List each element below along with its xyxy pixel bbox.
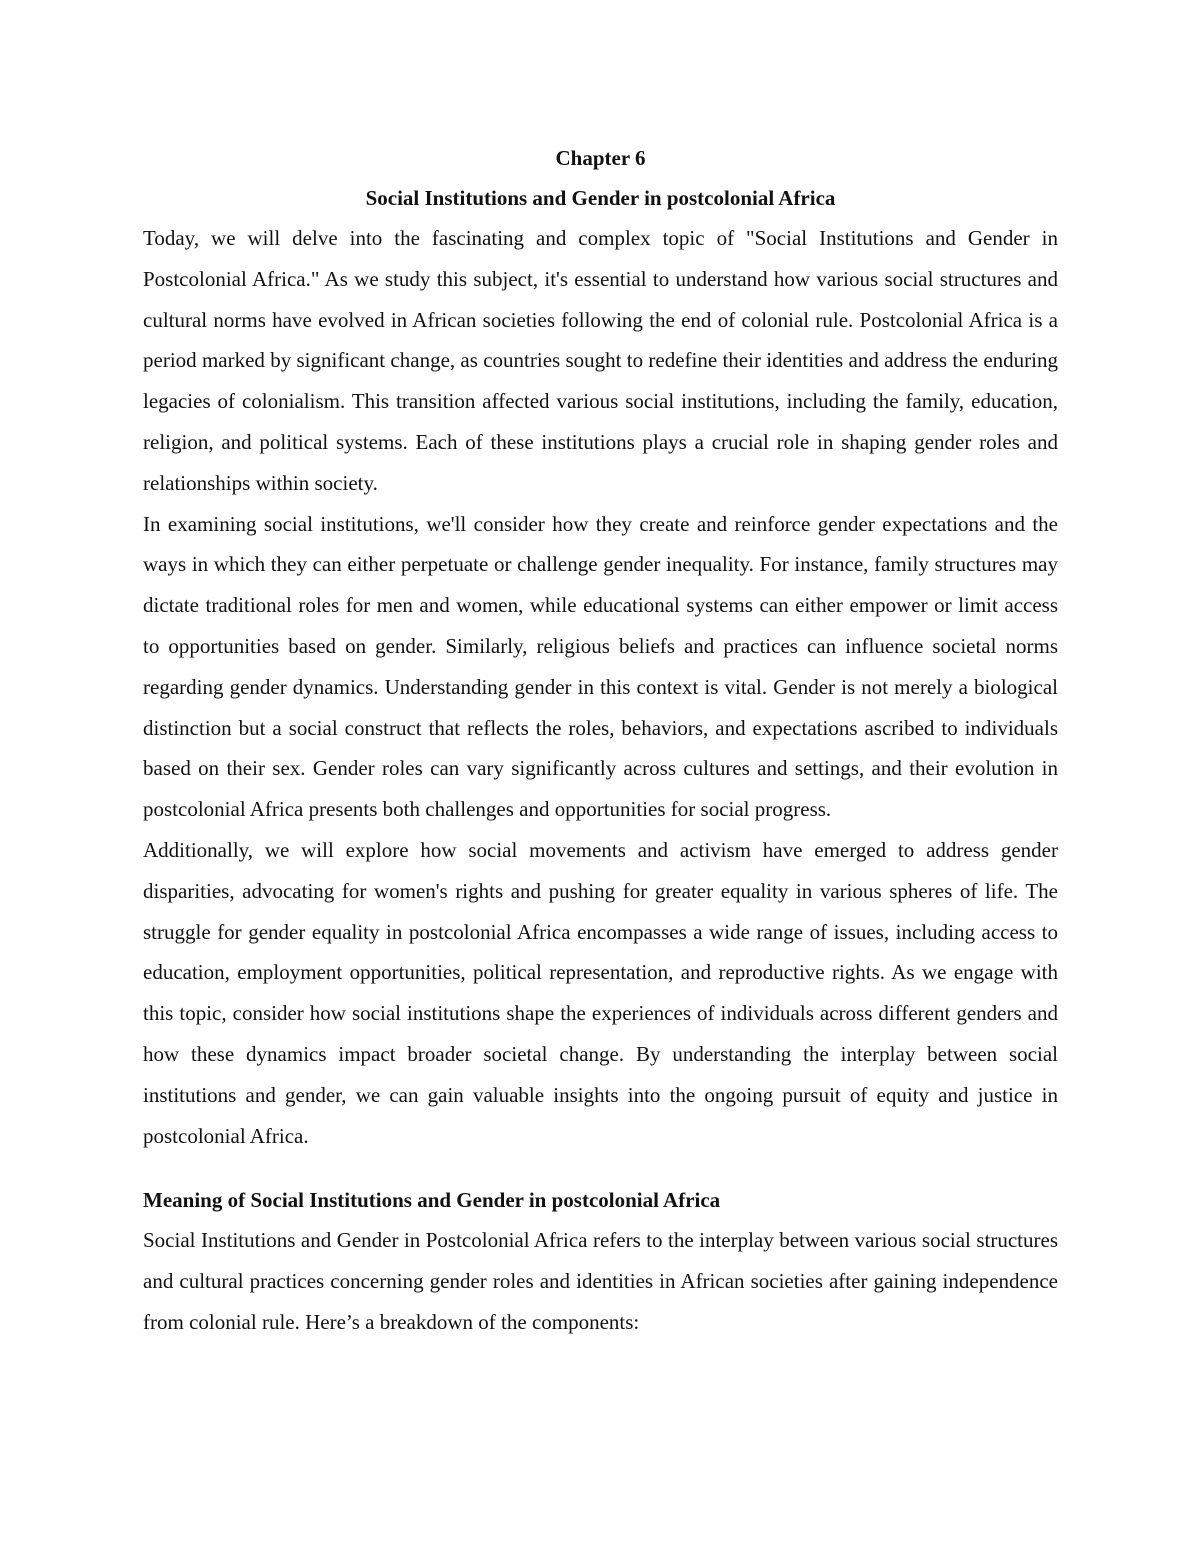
intro-paragraph-2: In examining social institutions, we'll consider how they create and reinforce gender expectations and the ways in which they can either perpetuate or challenge gender inequality. For instance, family structures may dictate traditional roles for men and women, while educational systems can either empower or limit access to opportunities based on gender. Similarly, religious beliefs and practices can influence societal norms regarding gender dynamics. Understanding gender in this context is vital. Gender is not merely a biological distinction but a social construct that reflects the roles, behaviors, and expectations ascribed to individuals based on their sex. Gender roles can vary significantly across cultures and settings, and their evolution in postcolonial Africa presents both challenges and opportunities for social progress. [143, 511, 1058, 822]
chapter-subtitle: Social Institutions and Gender in postcolonial Africa [365, 186, 836, 210]
chapter-title: Chapter 6 [555, 146, 646, 170]
intro-paragraph-3: Additionally, we will explore how social movements and activism have emerged to address gender disparities, advocating for women's rights and pushing for greater equality in various spheres of life. The struggle for gender equality in postcolonial Africa encompasses a wide range of issues, including access to education, employment opportunities, political representation, and reproductive rights. As we engage with this topic, consider how social institutions shape the experiences of individuals across different genders and how these dynamics impact broader societal change. By understanding the interplay between social institutions and gender, we can gain valuable insights into the ongoing pursuit of equity and justice in postcolonial Africa. [143, 837, 1058, 1148]
intro-paragraph-1: Today, we will delve into the fascinating and complex topic of "Social Institutions and Gender in Postcolonial Africa." As we study this subject, it's essential to understand how various social structures and cultural norms have evolved in African societies following the end of colonial rule. Postcolonial Africa is a period marked by significant change, as countries sought to redefine their identities and address the enduring legacies of colonialism. This transition affected various social institutions, including the family, education, religion, and political systems. Each of these institutions plays a crucial role in shaping gender roles and relationships within society. [143, 226, 1058, 495]
section-heading: Meaning of Social Institutions and Gender in postcolonial Africa [143, 1188, 721, 1213]
page-content [143, 138, 1058, 1343]
section-paragraph: Social Institutions and Gender in Postcolonial Africa refers to the interplay between various social structures and cultural practices concerning gender roles and identities in African societies after gaining independence from colonial rule. Here’s a breakdown of the components: [143, 1228, 1058, 1334]
